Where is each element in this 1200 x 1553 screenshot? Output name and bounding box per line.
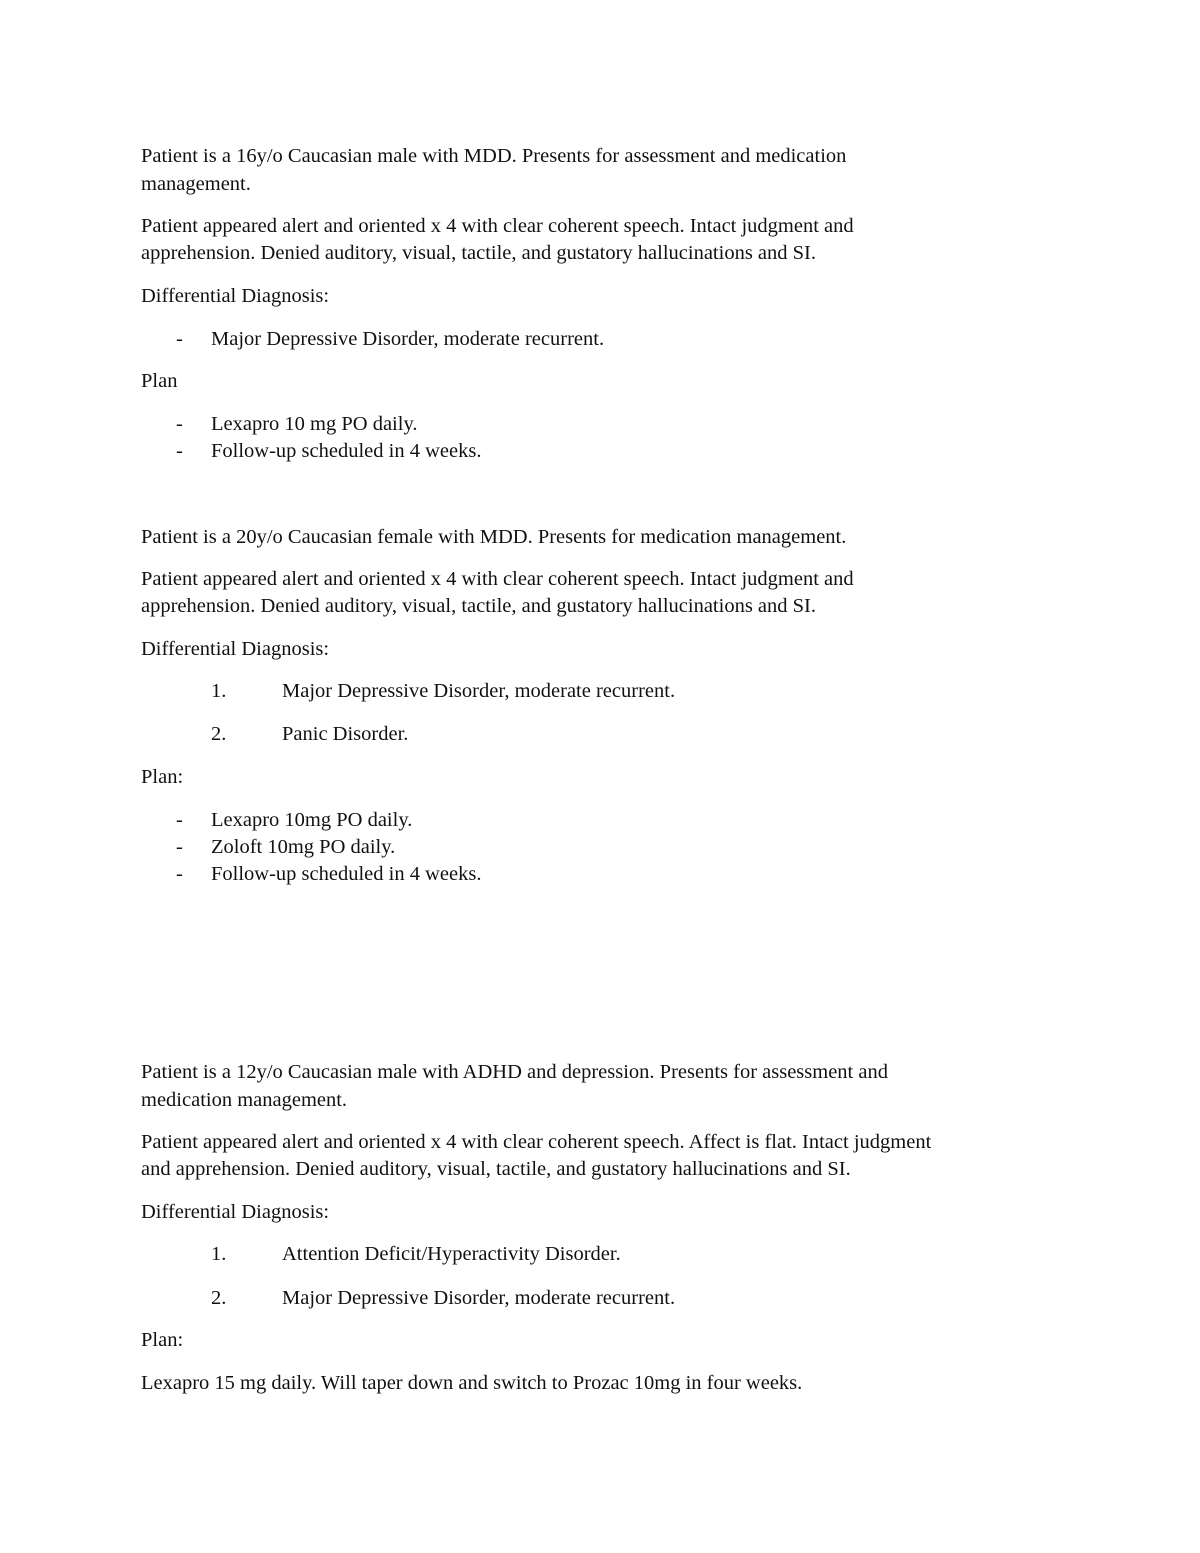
note-2-dx-1-text: Major Depressive Disorder, moderate recurrent.: [282, 680, 676, 702]
note-3-dx-1-marker: 1.: [211, 1243, 227, 1265]
note-2-plan-2-text: Zoloft 10mg PO daily.: [211, 836, 396, 858]
note-2-plan-1-text: Lexapro 10mg PO daily.: [211, 809, 413, 831]
note-1-intro-line-1: Patient is a 16y/o Caucasian male with MDD. Presents for assessment and medication: [141, 145, 847, 167]
note-1-plan-heading: Plan: [141, 370, 178, 392]
note-2-dx-heading: Differential Diagnosis:: [141, 638, 330, 660]
note-2-dx-1-marker: 1.: [211, 680, 227, 702]
note-1-plan-2-marker: -: [176, 440, 183, 462]
note-3-dx-heading: Differential Diagnosis:: [141, 1201, 330, 1223]
note-3-dx-1-text: Attention Deficit/Hyperactivity Disorder.: [282, 1243, 621, 1265]
note-2-intro-line-1: Patient is a 20y/o Caucasian female with MDD. Presents for medication management.: [141, 526, 847, 548]
note-2-plan-heading: Plan:: [141, 766, 184, 788]
note-3-plan-text: Lexapro 15 mg daily. Will taper down and switch to Prozac 10mg in four weeks.: [141, 1372, 803, 1394]
note-2-exam-line-2: apprehension. Denied auditory, visual, tactile, and gustatory hallucinations and SI.: [141, 595, 816, 617]
note-2-plan-3-text: Follow-up scheduled in 4 weeks.: [211, 863, 482, 885]
note-1-exam-line-2: apprehension. Denied auditory, visual, tactile, and gustatory hallucinations and SI.: [141, 242, 816, 264]
note-2-dx-2-text: Panic Disorder.: [282, 723, 409, 745]
note-3-intro-line-2: medication management.: [141, 1089, 348, 1111]
note-2-plan-3-marker: -: [176, 863, 183, 885]
note-3-exam-line-2: and apprehension. Denied auditory, visual, tactile, and gustatory hallucinations and SI.: [141, 1158, 851, 1180]
note-2-exam-line-1: Patient appeared alert and oriented x 4 with clear coherent speech. Intact judgment and: [141, 568, 854, 590]
note-1-plan-1-text: Lexapro 10 mg PO daily.: [211, 413, 418, 435]
note-1-dx-1-marker: -: [176, 328, 183, 350]
note-2-dx-2-marker: 2.: [211, 723, 227, 745]
note-3-dx-2-marker: 2.: [211, 1287, 227, 1309]
note-1-intro-line-2: management.: [141, 173, 251, 195]
note-3-dx-2-text: Major Depressive Disorder, moderate recurrent.: [282, 1287, 676, 1309]
note-1-plan-2-text: Follow-up scheduled in 4 weeks.: [211, 440, 482, 462]
note-1-dx-heading: Differential Diagnosis:: [141, 285, 330, 307]
note-1-exam-line-1: Patient appeared alert and oriented x 4 with clear coherent speech. Intact judgment and: [141, 215, 854, 237]
note-1-plan-1-marker: -: [176, 413, 183, 435]
note-1-dx-1-text: Major Depressive Disorder, moderate recurrent.: [211, 328, 605, 350]
note-2-plan-1-marker: -: [176, 809, 183, 831]
note-3-plan-heading: Plan:: [141, 1329, 184, 1351]
note-3-exam-line-1: Patient appeared alert and oriented x 4 with clear coherent speech. Affect is flat. Intact judgment: [141, 1131, 932, 1153]
note-3-intro-line-1: Patient is a 12y/o Caucasian male with ADHD and depression. Presents for assessment and: [141, 1061, 888, 1083]
note-2-plan-2-marker: -: [176, 836, 183, 858]
